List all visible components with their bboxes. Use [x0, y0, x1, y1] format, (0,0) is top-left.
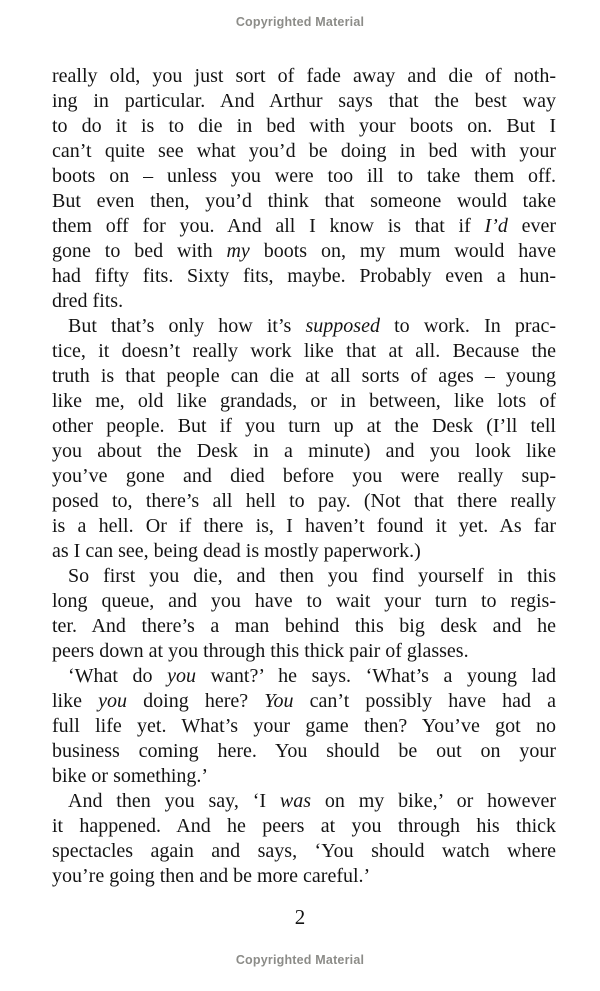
text-segment: is a hell. Or if there is, I haven’t found it yet. As far	[52, 515, 556, 537]
text-line	[52, 764, 556, 789]
text-segment: it happened. And he peers at you through his thick	[52, 815, 556, 837]
text-segment: you about the Desk in a minute) and you look like	[52, 440, 556, 462]
italic-text-segment: supposed	[305, 315, 380, 337]
text-line	[52, 864, 556, 889]
text-line	[52, 339, 556, 364]
text-segment: peers down at you through this thick pair of glasses.	[52, 640, 469, 662]
text-segment: like	[52, 690, 99, 712]
text-line	[52, 514, 556, 539]
text-line	[52, 364, 556, 389]
italic-text-segment: my	[226, 240, 250, 262]
page-number: 2	[294, 905, 306, 929]
text-line	[52, 714, 556, 739]
paragraph	[52, 564, 556, 664]
text-segment: gone to bed with	[52, 240, 227, 262]
text-line	[52, 639, 556, 664]
text-line	[52, 264, 556, 289]
text-line	[52, 189, 556, 214]
text-segment: other people. But if you turn up at the Desk (I’ll tell	[52, 415, 556, 437]
text-line	[52, 89, 556, 114]
text-line	[52, 139, 556, 164]
text-segment: posed to, there’s all hell to pay. (Not that there really	[52, 490, 556, 512]
paragraph	[52, 789, 556, 889]
text-segment: And then you say, ‘I	[68, 790, 280, 812]
text-segment: spectacles again and says, ‘You should watch where	[52, 840, 556, 862]
text-segment: ter. And there’s a man behind this big desk and he	[52, 615, 556, 637]
text-segment: ‘What do	[68, 665, 168, 687]
text-segment: really old, you just sort of fade away and die of noth-	[52, 65, 556, 87]
italic-text-segment: you	[98, 690, 128, 712]
text-segment: dred fits.	[52, 290, 124, 312]
text-line	[52, 789, 556, 814]
italic-text-segment: was	[279, 790, 311, 812]
paragraph	[52, 664, 556, 789]
text-line	[52, 114, 556, 139]
text-line	[52, 589, 556, 614]
text-line	[52, 689, 556, 714]
text-segment: But that’s only how it’s	[68, 315, 306, 337]
text-segment: them off for you. And all I know is that if	[52, 215, 485, 237]
text-segment: want?’ he says. ‘What’s a young lad	[196, 665, 556, 687]
text-segment: you’re going then and be more careful.’	[52, 865, 371, 887]
text-segment: on my bike,’ or however	[311, 790, 556, 812]
text-segment: business coming here. You should be out on your	[52, 740, 556, 762]
text-segment: had fifty fits. Sixty fits, maybe. Probably even a hun-	[52, 265, 556, 287]
text-line	[52, 214, 556, 239]
text-segment: boots on, my mum would have	[249, 240, 556, 262]
text-segment: doing here?	[127, 690, 265, 712]
text-segment: boots on – unless you were too ill to take them off.	[52, 165, 556, 187]
text-segment: long queue, and you have to wait your turn to regis-	[52, 590, 556, 612]
paragraph	[52, 314, 556, 564]
text-line	[52, 314, 556, 339]
text-line	[52, 664, 556, 689]
copyright-notice-bottom: Copyrighted Material	[235, 953, 365, 967]
text-segment: like me, old like grandads, or in between, like lots of	[52, 390, 556, 412]
text-segment: you’ve gone and died before you were really sup-	[52, 465, 556, 487]
italic-text-segment: I’d	[484, 215, 508, 237]
paragraph	[52, 64, 556, 314]
text-line	[52, 839, 556, 864]
text-line	[52, 164, 556, 189]
text-segment: to work. In prac-	[379, 315, 556, 337]
text-segment: ing in particular. And Arthur says that the best way	[52, 90, 556, 112]
text-line	[52, 389, 556, 414]
text-segment: as I can see, being dead is mostly paperwork.)	[52, 540, 421, 562]
text-segment: So first you die, and then you find yourself in this	[68, 565, 556, 587]
text-segment: full life yet. What’s your game then? You’ve got no	[52, 715, 556, 737]
text-segment: But even then, you’d think that someone would take	[52, 190, 556, 212]
text-line	[52, 64, 556, 89]
italic-text-segment: you	[167, 665, 197, 687]
text-segment: ever	[507, 215, 556, 237]
text-segment: tice, it doesn’t really work like that at all. Because the	[52, 340, 556, 362]
text-segment: can’t quite see what you’d be doing in bed with your	[52, 140, 556, 162]
text-line	[52, 814, 556, 839]
text-line	[52, 614, 556, 639]
text-line	[52, 439, 556, 464]
text-line	[52, 739, 556, 764]
page-text	[52, 64, 556, 889]
text-line	[52, 239, 556, 264]
text-line	[52, 539, 556, 564]
text-segment: can’t possibly have had a	[293, 690, 556, 712]
text-line	[52, 289, 556, 314]
text-line	[52, 489, 556, 514]
text-line	[52, 464, 556, 489]
text-segment: to do it is to die in bed with your boots on. But I	[52, 115, 556, 137]
text-line	[52, 564, 556, 589]
copyright-notice-top: Copyrighted Material	[235, 15, 365, 29]
text-line	[52, 414, 556, 439]
text-segment: bike or something.’	[52, 765, 209, 787]
text-segment: truth is that people can die at all sorts of ages – young	[52, 365, 556, 387]
italic-text-segment: You	[264, 690, 294, 712]
